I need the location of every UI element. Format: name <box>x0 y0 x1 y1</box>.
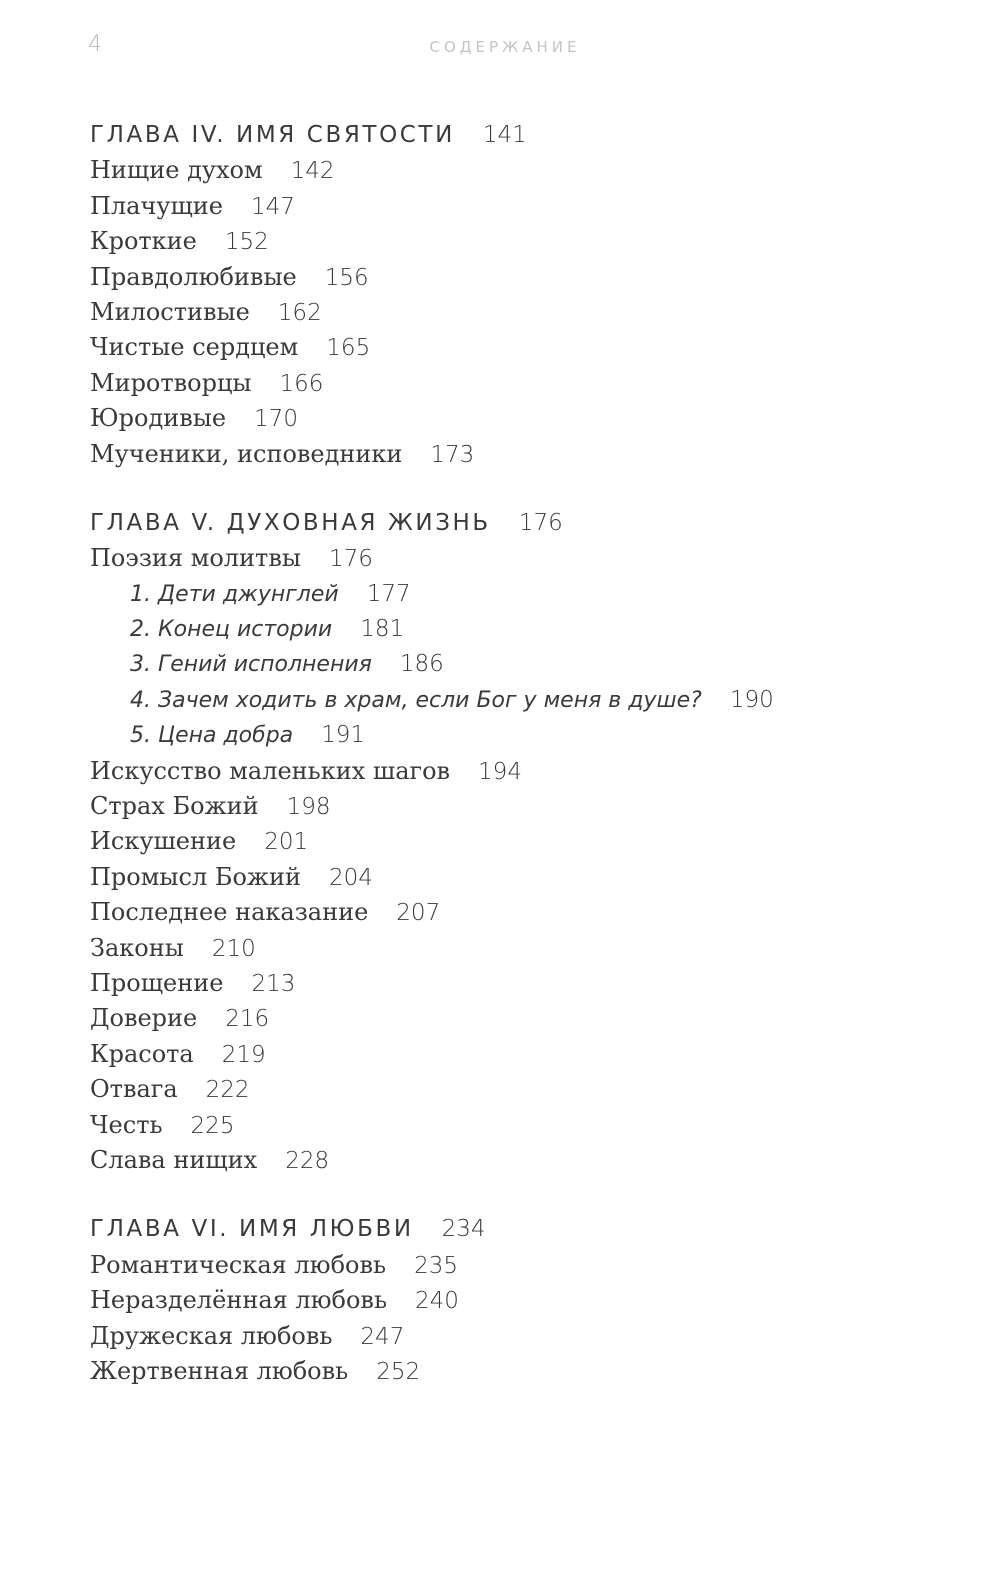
entry-page: 142 <box>290 158 335 185</box>
entry-page: 194 <box>478 758 522 785</box>
chapter-title: ГЛАВА VI. ИМЯ ЛЮБВИ <box>90 1216 414 1243</box>
chapter-heading[interactable] <box>90 1212 970 1247</box>
entry-page: 166 <box>279 370 324 397</box>
chapter-title: ГЛАВА V. ДУХОВНАЯ ЖИЗНЬ <box>90 509 491 536</box>
chapter-4-section <box>90 118 970 472</box>
toc-entry[interactable] <box>90 931 970 966</box>
entry-page: 213 <box>251 970 296 997</box>
toc-entry[interactable] <box>90 366 970 401</box>
toc-entry[interactable] <box>90 860 970 895</box>
toc-entry[interactable] <box>90 966 970 1001</box>
chapter-heading[interactable] <box>90 506 970 541</box>
entry-page: 210 <box>211 935 256 962</box>
toc-subentry[interactable] <box>90 683 970 718</box>
chapter-5-section <box>90 506 970 1178</box>
toc-entry[interactable] <box>90 754 970 789</box>
page-number: 4 <box>88 32 102 57</box>
entry-title: Доверие <box>90 1004 198 1033</box>
entry-title: Миротворцы <box>90 368 252 397</box>
entry-title: Неразделённая любовь <box>90 1286 388 1315</box>
toc-entry[interactable] <box>90 437 970 472</box>
toc-entry[interactable] <box>90 824 970 859</box>
entry-title: Поэзия молитвы <box>90 544 301 573</box>
entry-page: 201 <box>264 829 309 856</box>
chapter-page: 176 <box>518 509 563 536</box>
toc-subentry[interactable] <box>90 647 970 682</box>
toc-entry[interactable] <box>90 401 970 436</box>
chapter-page: 234 <box>441 1216 486 1243</box>
entry-title: Искушение <box>90 827 237 856</box>
entry-title: Искусство маленьких шагов <box>90 756 451 785</box>
toc-subentry[interactable] <box>90 577 970 612</box>
toc-subentry[interactable] <box>90 612 970 647</box>
entry-page: 225 <box>190 1112 235 1139</box>
toc-entry[interactable] <box>90 789 970 824</box>
entry-page: 152 <box>224 229 269 256</box>
toc-entry[interactable] <box>90 295 970 330</box>
entry-page: 176 <box>328 546 373 573</box>
entry-title: Отвага <box>90 1075 178 1104</box>
toc-entry[interactable] <box>90 330 970 365</box>
entry-title: Юродивые <box>90 404 227 433</box>
entry-page: 207 <box>396 900 441 927</box>
entry-page: 173 <box>430 441 475 468</box>
toc-entry[interactable] <box>90 1319 970 1354</box>
toc-entry[interactable] <box>90 153 970 188</box>
entry-page: 240 <box>415 1288 459 1315</box>
subentry-title: 5. Цена добра <box>130 723 294 749</box>
entry-page: 204 <box>328 864 373 891</box>
entry-page: 235 <box>414 1252 458 1279</box>
subentry-title: 1. Дети джунглей <box>130 581 339 607</box>
toc-entry[interactable] <box>90 1354 970 1389</box>
toc-entry[interactable] <box>90 1072 970 1107</box>
subentry-title: 3. Гений исполнения <box>130 652 372 678</box>
toc-entry[interactable] <box>90 541 970 576</box>
toc-entry[interactable] <box>90 1283 970 1318</box>
entry-title: Последнее наказание <box>90 898 369 927</box>
entry-title: Прощение <box>90 968 224 997</box>
entry-page: 170 <box>254 406 298 433</box>
entry-title: Слава нищих <box>90 1145 258 1174</box>
entry-title: Кроткие <box>90 227 197 256</box>
chapter-6-section <box>90 1212 970 1389</box>
entry-page: 198 <box>286 794 331 821</box>
toc-entry[interactable] <box>90 1001 970 1036</box>
entry-title: Правдолюбивые <box>90 262 297 291</box>
entry-page: 222 <box>205 1077 250 1104</box>
entry-page: 247 <box>360 1323 405 1350</box>
entry-title: Жертвенная любовь <box>90 1356 349 1385</box>
entry-page: 219 <box>221 1041 266 1068</box>
entry-title: Мученики, исповедники <box>90 439 403 468</box>
entry-page: 190 <box>729 686 774 713</box>
entry-title: Честь <box>90 1110 163 1139</box>
toc-entry[interactable] <box>90 895 970 930</box>
entry-page: 181 <box>360 616 405 643</box>
toc-entry[interactable] <box>90 224 970 259</box>
entry-title: Плачущие <box>90 191 223 220</box>
running-head: СОДЕРЖАНИЕ <box>429 38 581 56</box>
toc-entry[interactable] <box>90 1143 970 1178</box>
entry-page: 228 <box>285 1147 330 1174</box>
entry-title: Промысл Божий <box>90 862 301 891</box>
entry-page: 186 <box>399 651 444 678</box>
entry-title: Чистые сердцем <box>90 333 299 362</box>
toc-entry[interactable] <box>90 1108 970 1143</box>
toc-entry[interactable] <box>90 260 970 295</box>
toc-entry[interactable] <box>90 1037 970 1072</box>
entry-title: Страх Божий <box>90 792 259 821</box>
entry-page: 216 <box>225 1006 270 1033</box>
entry-page: 165 <box>326 335 371 362</box>
entry-page: 156 <box>324 264 369 291</box>
toc-entry[interactable] <box>90 1248 970 1283</box>
chapter-page: 141 <box>482 122 527 148</box>
entry-title: Законы <box>90 933 184 962</box>
subentry-title: 4. Зачем ходить в храм, если Бог у меня в душе? <box>130 687 702 713</box>
chapter-title: ГЛАВА IV. ИМЯ СВЯТОСТИ <box>90 122 455 148</box>
entry-page: 252 <box>376 1358 421 1385</box>
subentry-title: 2. Конец истории <box>130 617 333 643</box>
entry-page: 177 <box>366 580 411 607</box>
toc-entry[interactable] <box>90 189 970 224</box>
entry-title: Нищие духом <box>90 156 263 185</box>
entry-title: Романтическая любовь <box>90 1250 387 1279</box>
entry-title: Дружеская любовь <box>90 1321 333 1350</box>
entry-title: Красота <box>90 1039 194 1068</box>
table-of-contents <box>90 118 970 1389</box>
entry-page: 147 <box>250 193 295 220</box>
entry-page: 191 <box>321 722 366 749</box>
entry-page: 162 <box>277 299 322 326</box>
chapter-heading[interactable] <box>90 118 970 153</box>
entry-title: Милостивые <box>90 297 250 326</box>
toc-subentry[interactable] <box>90 718 970 753</box>
